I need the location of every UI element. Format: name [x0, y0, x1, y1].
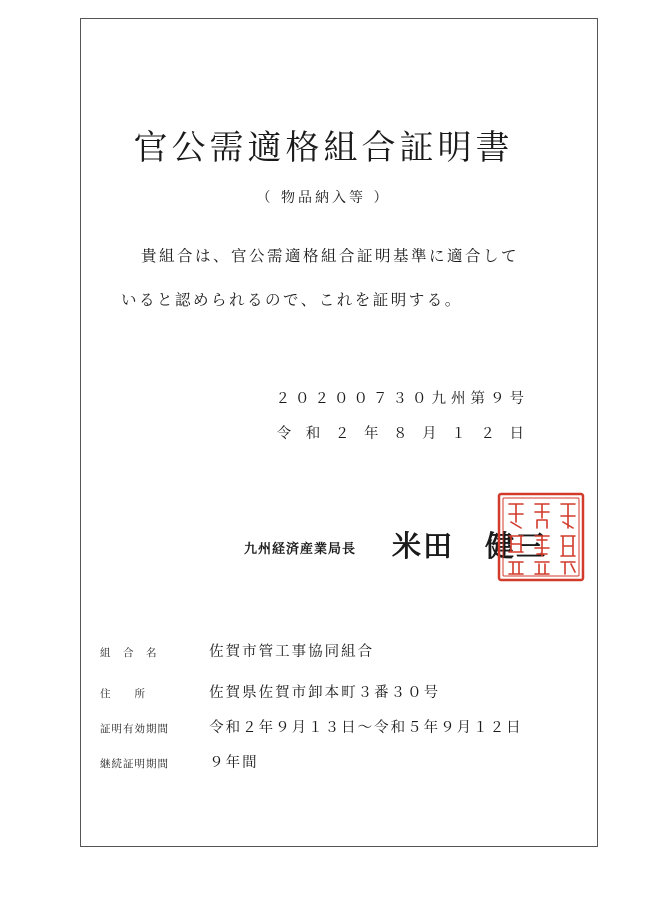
certificate-number: ２０２００７３０九州第９号: [275, 391, 529, 407]
issue-date: 令 和 ２ 年 ８ 月 １ ２ 日: [276, 426, 529, 442]
certificate-title: 官公需適格組合証明書: [133, 128, 514, 168]
address-row: [100, 681, 440, 702]
official-seal-icon: [497, 492, 585, 582]
validity-period-label: 証明有効期間: [100, 723, 169, 735]
continuous-period-row: [100, 751, 259, 772]
continuous-period-value: ９年間: [209, 755, 259, 771]
address-value: 佐賀県佐賀市卸本町３番３０号: [209, 685, 441, 701]
address-label: 住 所: [100, 688, 146, 700]
body-text-line-2: いると認められるので、これを証明する。: [121, 291, 463, 309]
body-text-line-1: 貴組合は、官公需適格組合証明基準に適合して: [141, 247, 520, 265]
union-name-row: [100, 640, 374, 661]
issuer-title: 九州経済産業局長: [244, 542, 357, 557]
certificate-subtitle: （ 物品納入等 ）: [256, 190, 391, 206]
continuous-period-label: 継続証明期間: [100, 758, 169, 770]
validity-period-row: [100, 716, 523, 737]
validity-period-value: 令和２年９月１３日～令和５年９月１２日: [209, 720, 523, 736]
union-name-label: 組 合 名: [100, 647, 158, 659]
union-name-value: 佐賀市管工事協同組合: [209, 644, 375, 660]
issuer-name: 米田 健三: [392, 529, 548, 563]
